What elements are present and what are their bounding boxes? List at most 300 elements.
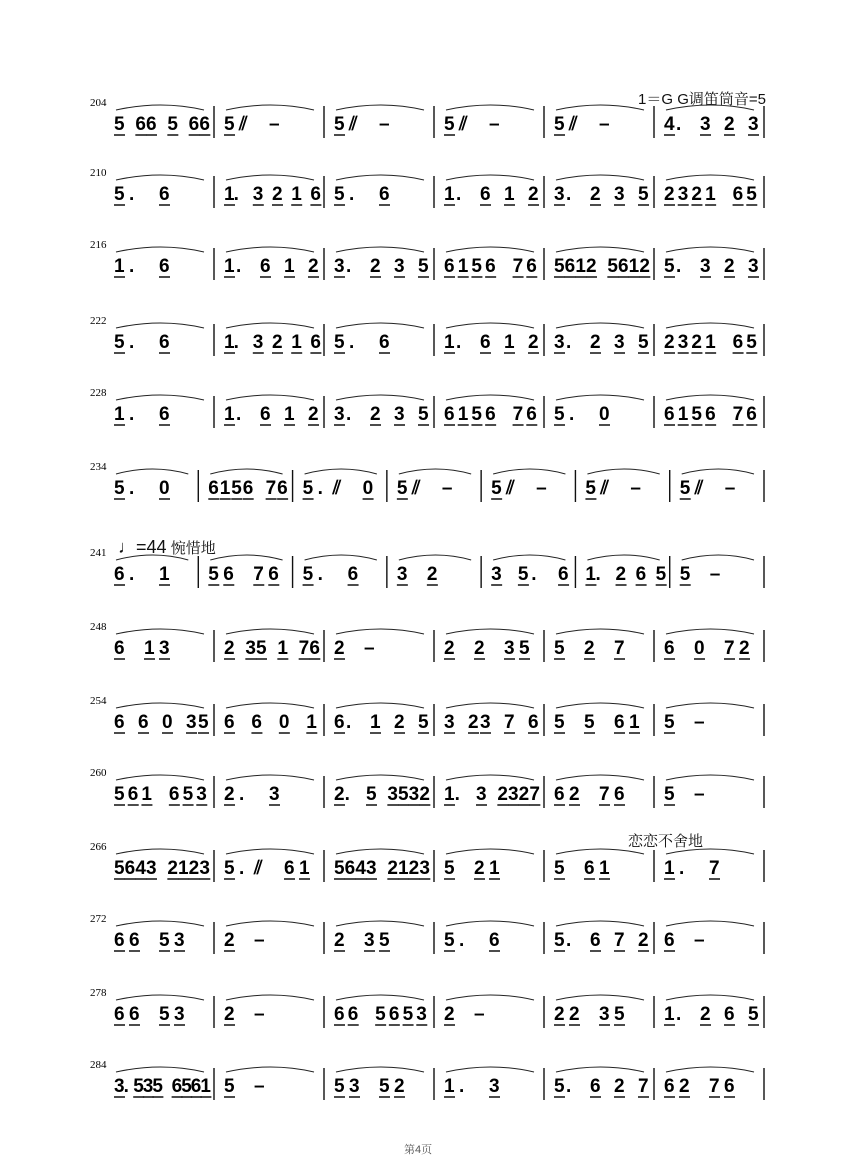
note-symbol: 1 [284,404,295,425]
note-symbol: 1 [370,712,381,733]
slur [116,629,204,634]
slur [226,995,314,1000]
note-symbol: 6 [618,256,629,277]
note-symbol: 1 [444,1076,455,1097]
note-symbol: 5 [418,256,429,277]
note-symbol: 3 [174,930,185,951]
note-symbol: 6 [208,478,219,499]
note-symbol: 0 [159,478,170,499]
note-symbol: ⫽ [506,478,515,499]
note-symbol: 6 [168,784,180,805]
note-symbol: 1 [200,1076,211,1097]
note-symbol: 6 [114,712,125,733]
slur [336,921,424,926]
note-symbol: 5 [517,564,529,585]
note-symbol: 5 [375,1004,386,1025]
note-symbol: . [679,858,685,879]
note-symbol: 6 [635,564,647,585]
note-symbol: 2 [518,784,530,805]
note-symbol: 5 [334,114,345,135]
note-symbol: 6 [129,930,140,951]
note-symbol: 1 [299,858,310,879]
note-symbol: 3 [174,1004,185,1025]
note-symbol: ⫽ [600,478,609,499]
note-symbol: 3 [394,256,405,277]
slur [226,175,314,180]
note-symbol: 1 [504,332,515,353]
note-symbol: 2 [474,638,485,659]
note-symbol: 5 [584,712,595,733]
note-symbol: 7 [512,404,524,425]
note-symbol: 3 [554,332,565,353]
note-symbol: 5 [398,784,409,805]
note-symbol: 1 [457,404,469,425]
note-symbol: 2 [224,784,235,805]
note-symbol: 1 [141,784,153,805]
slur [446,175,534,180]
measure-number: 210 [90,167,107,179]
note-symbol: 2 [584,638,595,659]
note-symbol: 2 [224,638,235,659]
slur [587,555,659,560]
note-symbol: 6 [480,184,491,205]
note-symbol: 3 [349,1076,360,1097]
note-symbol: – [254,1004,265,1025]
note-symbol: – [724,478,736,499]
note-symbol: 1 [629,712,640,733]
note-symbol: 2 [426,564,438,585]
note-symbol: 6 [554,784,565,805]
note-symbol: 1 [159,564,170,585]
note-symbol: 5 [554,114,565,135]
note-symbol: 2 [586,256,597,277]
note-symbol: 6 [114,930,125,951]
note-symbol: 5 [655,564,667,585]
slur [226,323,314,328]
slur [226,629,314,634]
slur [226,247,314,252]
note-symbol: 2 [724,114,735,135]
note-symbol: 6 [485,256,496,277]
note-symbol: 6 [138,712,149,733]
note-symbol: 1 [705,184,716,205]
note-symbol: 5 [334,1076,345,1097]
note-symbol: 6 [664,930,675,951]
note-symbol: 6 [444,404,455,425]
slur [116,921,204,926]
measure-number: 266 [90,841,107,853]
note-symbol: – [364,638,375,659]
note-symbol: 3 [269,784,280,805]
note-symbol: 1 [504,184,515,205]
note-symbol: 7 [512,256,524,277]
slur [116,775,204,780]
slur [666,1067,754,1072]
note-symbol: 6 [135,114,146,135]
note-symbol: 2 [444,1004,455,1025]
slur [336,995,424,1000]
note-symbol: 6 [614,712,625,733]
slur [336,703,424,708]
slur [116,395,204,400]
note-symbol: 1 [664,1004,675,1025]
note-symbol: 5 [133,1076,144,1097]
note-symbol: 6 [379,184,390,205]
note-symbol: 2 [528,332,539,353]
slur [556,775,644,780]
note-symbol: 5 [554,930,565,951]
note-symbol: 2 [724,256,735,277]
note-symbol: 6 [114,564,125,585]
note-symbol: 2 [639,256,650,277]
tempo-mark: ♩=44 [118,537,167,557]
slur [556,849,644,854]
note-symbol: 0 [162,712,173,733]
note-symbol: 5 [224,114,235,135]
note-symbol: 2 [334,638,345,659]
note-symbol: 7 [638,1076,649,1097]
note-symbol: 7 [253,564,264,585]
note-symbol: 6 [664,638,675,659]
note-symbol: . [129,404,135,425]
note-symbol: 5 [114,478,125,499]
note-symbol: . [317,564,323,585]
note-symbol: 5 [114,114,125,135]
note-symbol: 3 [364,930,375,951]
note-symbol: 3 [476,784,487,805]
note-symbol: 0 [278,712,290,733]
note-symbol: 5 [679,564,691,585]
slur [556,105,644,110]
slur [336,323,424,328]
note-symbol: 7 [614,930,625,951]
note-symbol: 7 [724,638,735,659]
note-symbol: 1 [628,256,640,277]
slur [116,849,204,854]
note-symbol: . [566,184,572,205]
note-symbol: 3 [394,404,405,425]
note-symbol: 6 [127,784,139,805]
slur [556,703,644,708]
note-symbol: . [129,564,135,585]
note-symbol: 6 [732,184,744,205]
note-symbol: ⫽ [332,478,342,499]
note-symbol: 5 [664,256,675,277]
note-symbol: 3 [252,184,264,205]
note-symbol: . [349,332,355,353]
note-symbol: – [474,1004,485,1025]
note-symbol: 6 [260,404,271,425]
note-symbol: 5 [182,784,194,805]
note-symbol: . [676,256,682,277]
note-symbol: 2 [370,404,381,425]
note-symbol: . [346,256,352,277]
slur [116,555,188,560]
note-symbol: 5 [664,784,675,805]
note-symbol: 6 [268,564,279,585]
note-symbol: 5 [554,712,565,733]
note-symbol: 2 [700,1004,711,1025]
note-symbol: 6 [705,404,716,425]
slur [666,703,754,708]
note-symbol: 4 [135,858,146,879]
note-symbol: 5 [638,332,649,353]
note-symbol: 5 [198,712,209,733]
slur [336,105,424,110]
note-symbol: 5 [208,564,219,585]
note-symbol: ⫽ [239,114,248,135]
note-symbol: 5 [167,114,178,135]
slur [116,469,188,474]
note-symbol: . [566,930,572,951]
note-symbol: 5 [159,930,170,951]
note-symbol: 6 [614,784,625,805]
slur [666,995,754,1000]
slur [305,469,377,474]
note-symbol: 1 [219,478,231,499]
note-symbol: 6 [260,256,271,277]
note-symbol: – [536,478,547,499]
note-symbol: 5 [607,256,618,277]
slur [446,323,534,328]
note-symbol: 1 [444,784,455,805]
note-symbol: 1 [457,256,469,277]
slur [336,629,424,634]
note-symbol: 5 [114,784,125,805]
note-symbol: 0 [362,478,374,499]
note-symbol: 6 [526,404,537,425]
slur [446,775,534,780]
note-symbol: 2 [468,712,479,733]
note-symbol: 5 [152,1076,163,1097]
note-symbol: 5 [664,712,675,733]
slur [446,849,534,854]
note-symbol: 3 [748,114,759,135]
note-symbol: 5 [334,858,345,879]
note-symbol: 6 [310,332,321,353]
slur [336,1067,424,1072]
note-symbol: 5 [396,478,408,499]
note-symbol: 2 [590,332,601,353]
note-symbol: 2 [569,1004,580,1025]
note-symbol: 2 [224,930,235,951]
note-symbol: . [566,1076,572,1097]
note-symbol: 6 [159,184,170,205]
note-symbol: 5 [554,256,565,277]
note-symbol: 5 [114,858,125,879]
slur [446,703,534,708]
note-symbol: – [599,114,610,135]
slur [666,775,754,780]
note-symbol: 5 [159,1004,170,1025]
note-symbol: 5 [334,184,345,205]
measure-number: 241 [90,547,107,559]
note-symbol: 2 [590,184,601,205]
note-symbol: 6 [310,184,321,205]
note-symbol: . [233,332,239,353]
slur [666,849,754,854]
note-symbol: 2 [394,712,405,733]
note-symbol: 7 [732,404,744,425]
note-symbol: 6 [480,332,491,353]
note-symbol: 3 [491,564,502,585]
slur [666,395,754,400]
note-symbol: 6 [528,712,539,733]
note-symbol: 2 [334,784,345,805]
note-symbol: 6 [485,404,496,425]
note-symbol: – [254,930,265,951]
slur [446,921,534,926]
slur [210,469,282,474]
note-symbol: 2 [188,858,200,879]
note-symbol: . [239,784,245,805]
note-symbol: 5 [256,638,267,659]
note-symbol: 3 [554,184,565,205]
measure-number: 228 [90,387,107,399]
note-symbol: 6 [388,1004,400,1025]
note-symbol: 3 [416,1004,427,1025]
measure-number: 234 [90,461,107,473]
note-symbol: 6 [590,930,601,951]
note-symbol: 2 [370,256,381,277]
note-symbol: 5 [691,404,703,425]
note-symbol: 3 [480,712,491,733]
note-symbol: 3 [142,1076,154,1097]
note-symbol: 3 [677,332,689,353]
note-symbol: – [441,478,453,499]
note-symbol: . [344,784,350,805]
slur [556,995,644,1000]
note-symbol: 6 [114,638,125,659]
note-symbol: 3 [614,184,625,205]
note-symbol: 6 [444,256,455,277]
note-symbol: 2 [615,564,627,585]
note-symbol: 3 [504,638,515,659]
note-symbol: 2 [554,1004,565,1025]
note-symbol: 2 [638,930,649,951]
note-symbol: 6 [347,1004,359,1025]
note-symbol: 3 [700,256,711,277]
note-symbol: 2 [408,858,420,879]
slur [556,175,644,180]
note-symbol: 1 [664,858,675,879]
note-symbol: 2 [679,1076,690,1097]
note-symbol: – [630,478,642,499]
note-symbol: 5 [302,564,314,585]
note-symbol: 6 [526,256,537,277]
slur [666,921,754,926]
note-symbol: 7 [265,478,277,499]
slur [226,395,314,400]
note-symbol: 2 [272,184,283,205]
note-symbol: 6 [146,114,157,135]
note-symbol: . [123,1076,129,1097]
note-symbol: – [709,564,721,585]
note-symbol: 3 [334,256,345,277]
note-symbol: . [129,184,135,205]
note-symbol: 1 [444,184,455,205]
note-symbol: 7 [709,1076,720,1097]
note-symbol: 7 [599,784,610,805]
note-symbol: 2 [387,858,398,879]
note-symbol: 1 [224,404,235,425]
note-symbol: 5 [679,478,691,499]
measure-number: 260 [90,767,107,779]
slur [336,395,424,400]
note-symbol: 3 [186,712,197,733]
note-symbol: 7 [529,784,540,805]
note-symbol: 5 [444,858,455,879]
note-symbol: 5 [334,332,345,353]
note-symbol: – [694,784,705,805]
measure-number: 222 [90,315,107,327]
note-symbol: 5 [366,784,377,805]
note-symbol: 6 [664,1076,675,1097]
note-symbol: . [459,930,465,951]
note-symbol: 5 [402,1004,414,1025]
note-symbol: 1 [178,858,189,879]
note-symbol: 2 [334,930,345,951]
note-symbol: 0 [599,404,610,425]
note-symbol: 2 [614,1076,625,1097]
slur [556,247,644,252]
note-symbol: 2 [272,332,283,353]
note-symbol: . [566,332,572,353]
note-symbol: 6 [732,332,744,353]
note-symbol: ⫽ [459,114,468,135]
slur [116,703,204,708]
note-symbol: . [459,1076,465,1097]
note-symbol: 5 [379,930,390,951]
note-symbol: 2 [569,784,580,805]
slur [336,247,424,252]
note-symbol: . [236,404,242,425]
note-symbol: 6 [159,256,170,277]
note-symbol: 3 [444,712,455,733]
slur [666,175,754,180]
slur [493,555,565,560]
note-symbol: 3 [677,184,689,205]
note-symbol: 5 [746,332,757,353]
note-symbol: 5 [471,256,483,277]
note-symbol: – [269,114,280,135]
note-symbol: 5 [224,858,235,879]
note-symbol: 7 [298,638,310,659]
note-symbol: 2 [691,184,703,205]
slur [556,921,644,926]
note-symbol: 1 [599,858,610,879]
note-symbol: 2 [739,638,750,659]
note-symbol: 1 [291,184,302,205]
note-symbol: 3 [700,114,711,135]
note-symbol: ⫽ [569,114,578,135]
expression-mark-2: 恋恋不舍地 [628,833,704,850]
note-symbol: . [129,332,135,353]
slur [556,395,644,400]
note-symbol: . [233,184,239,205]
note-symbol: 4 [664,114,675,135]
note-symbol: 3 [408,784,420,805]
note-symbol: 2 [308,404,319,425]
note-symbol: 6 [379,332,390,353]
note-symbol: 3 [508,784,519,805]
note-symbol: 1 [575,256,586,277]
slur [226,775,314,780]
note-symbol: 5 [114,332,125,353]
note-symbol: 6 [188,114,200,135]
note-symbol: 3 [489,1076,500,1097]
note-symbol: 1 [144,638,155,659]
